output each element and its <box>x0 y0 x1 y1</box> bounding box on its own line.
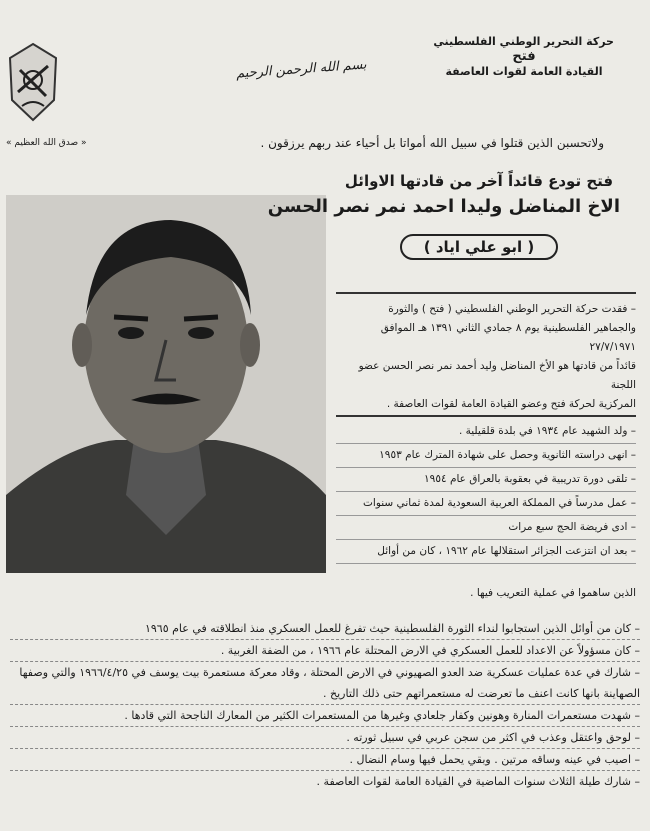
biography-list-continued <box>10 618 640 792</box>
fatah-emblem-logo <box>4 40 62 124</box>
bismillah: بسم الله الرحمن الرحيم <box>235 57 368 82</box>
list-item: – اصيب في عينه وساقه مرتين . وبقي يحمل فيها وسام النضال . <box>10 749 640 771</box>
org-name: حركة التحرير الوطني الفلسطيني <box>433 35 614 48</box>
list-item: – ولد الشهيد عام ١٩٣٤ في بلدة قلقيلية . <box>336 420 636 444</box>
list-item: – شارك طيلة الثلاث سنوات الماضية في القيادة العامة لقوات العاصفة . <box>10 771 640 792</box>
verse-text: ولاتحسبن الذين قتلوا في سبيل الله أمواتا بل أحياء عند ربهم يرزقون . <box>260 136 604 150</box>
list-item: – لوحق واعتقل وعذب في اكثر من سجن عربي في سبيل ثورته . <box>10 727 640 749</box>
list-item: – ادى فريضة الحج سبع مرات <box>336 516 636 540</box>
list-item: – عمل مدرساً في المملكة العربية السعودية لمدة ثماني سنوات <box>336 492 636 516</box>
headline-alias: ( ابو علي اياد ) <box>400 234 558 260</box>
headline-line1: فتح تودع قائداً آخر من قادتها الاوائل <box>344 172 614 190</box>
headline-name: الاخ المناضل وليدا احمد نمر نصر الحسن <box>267 196 620 217</box>
list-item: – كان مسؤولاً عن الاعداد للعمل العسكري في الارض المحتلة عام ١٩٦٦ ، من الضفة الغربية . <box>10 640 640 662</box>
list-item: – كان من أوائل الذين استجابوا لنداء الثورة الفلسطينية حيث تفرغ للعمل العسكري منذ انطلاقته في عام ١٩٦٥ <box>10 618 640 640</box>
org-fatah: فتح <box>512 49 536 64</box>
list-item-continuation: الذين ساهموا في عملية التعريب فيها . <box>470 587 636 599</box>
list-item: – انهى دراسته الثانوية وحصل على شهادة المترك عام ١٩٥٣ <box>336 444 636 468</box>
intro-line: المركزية لحركة فتح وعضو القيادة العامة لقوات العاصفة . <box>386 398 636 410</box>
divider <box>336 415 636 417</box>
org-command: القيادة العامة لقوات العاصفة <box>445 65 603 78</box>
list-item: – شهدت مستعمرات المنارة وهونين وكفار جلعادي وغيرها من المستعمرات الكثير من المعارك الناجحة التي قادها . <box>10 705 640 727</box>
biography-list <box>336 420 636 564</box>
headline <box>267 170 620 260</box>
intro-line: قائداً من قادتها هو الأخ المناضل وليد أحمد نمر نصر الحسن عضو اللجنة <box>358 360 636 391</box>
list-item: – تلقى دورة تدريبية في بعقوبة بالعراق عام ١٩٥٤ <box>336 468 636 492</box>
list-item: الصهاينة بانها كانت اعنف ما تعرضت له مستعمراتهم حتى ذلك التاريخ . <box>10 683 640 705</box>
list-item: – شارك في عدة عمليات عسكرية ضد العدو الصهيوني في الارض المحتلة ، وقاد معركة مستعمرة بيت يوسف في ١٩٦٦/٤/٢٥ والتي وصفها <box>10 662 640 683</box>
quran-verse <box>6 136 604 150</box>
intro-line: – فقدت حركة التحرير الوطني الفلسطيني ( فتح ) والثورة <box>388 303 636 315</box>
intro-line: والجماهير الفلسطينية يوم ٨ جمادي الثاني ١٣٩١ هـ الموافق ٢٧/٧/١٩٧١ <box>380 322 636 353</box>
verse-source: « صدق الله العظيم » <box>6 138 87 148</box>
portrait-photo <box>6 195 326 573</box>
organization-header <box>434 34 614 79</box>
list-item: – بعد ان انتزعت الجزائر استقلالها عام ١٩٦٢ ، كان من أوائل <box>336 540 636 564</box>
intro-paragraph <box>336 292 636 414</box>
